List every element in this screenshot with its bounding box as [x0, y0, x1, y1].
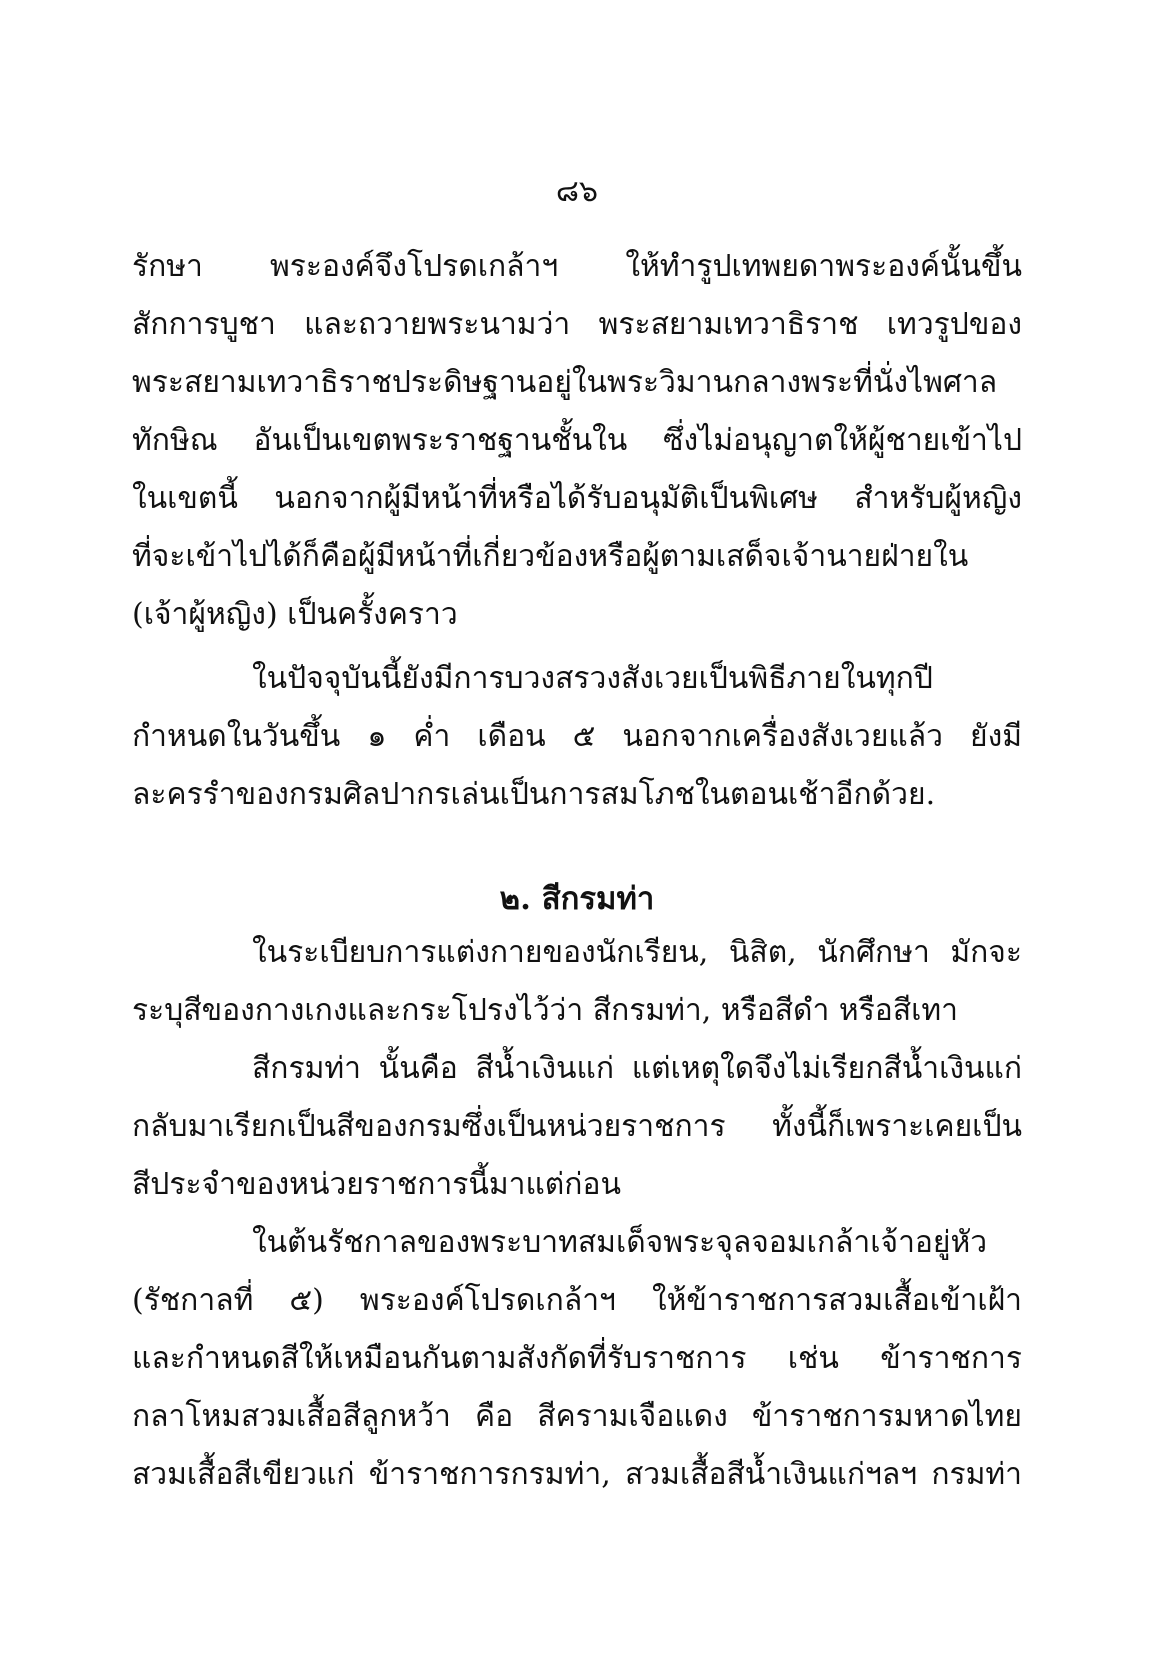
text-line: ในระเบียบการแต่งกายของนักเรียน, นิสิต, นักศึกษา มักจะ: [252, 935, 1022, 970]
text-line: รักษา พระองค์จึงโปรดเกล้าฯ ให้ทำรูปเทพยดาพระองค์นั้นขึ้น: [132, 249, 1022, 284]
paragraph-ceremony: [132, 650, 1022, 824]
text-line: และกำหนดสีให้เหมือนกันตามสังกัดที่รับราชการ เช่น ข้าราชการ: [132, 1341, 1022, 1376]
text-line: สักการบูชา และถวายพระนามว่า พระสยามเทวาธิราช เทวรูปของ: [132, 307, 1022, 342]
text-line: (เจ้าผู้หญิง) เป็นครั้งคราว: [132, 597, 458, 632]
text-line: กำหนดในวันขึ้น ๑ ค่ำ เดือน ๕ นอกจากเครื่องสังเวยแล้ว ยังมี: [132, 719, 1022, 754]
text-line: (รัชกาลที่ ๕) พระองค์โปรดเกล้าฯ ให้ข้าราชการสวมเสื้อเข้าเฝ้า: [132, 1283, 1022, 1318]
text-line: สีประจำของหน่วยราชการนี้มาแต่ก่อน: [132, 1167, 621, 1202]
text-line: กลับมาเรียกเป็นสีของกรมซึ่งเป็นหน่วยราชการ ทั้งนี้ก็เพราะเคยเป็น: [132, 1109, 1022, 1144]
text-line: ทักษิณ อันเป็นเขตพระราชฐานชั้นใน ซึ่งไม่อนุญาตให้ผู้ชายเข้าไป: [132, 423, 1022, 458]
text-line: ในปัจจุบันนี้ยังมีการบวงสรวงสังเวยเป็นพิธีภายในทุกปี: [252, 661, 933, 696]
section-body: [132, 924, 1022, 1504]
text-line: ในเขตนี้ นอกจากผู้มีหน้าที่หรือได้รับอนุมัติเป็นพิเศษ สำหรับผู้หญิง: [132, 481, 1022, 516]
text-line: กลาโหมสวมเสื้อสีลูกหว้า คือ สีครามเจือแดง ข้าราชการมหาดไทย: [132, 1399, 1022, 1434]
text-line: สีกรมท่า นั้นคือ สีน้ำเงินแก่ แต่เหตุใดจึงไม่เรียกสีน้ำเงินแก่: [252, 1051, 1022, 1086]
text-line: สวมเสื้อสีเขียวแก่ ข้าราชการกรมท่า, สวมเสื้อสีน้ำเงินแก่ฯลฯ กรมท่า: [132, 1457, 1022, 1492]
text-line: พระสยามเทวาธิราชประดิษฐานอยู่ในพระวิมานกลางพระที่นั่งไพศาล: [132, 365, 998, 400]
section-heading: ๒. สีกรมท่า: [499, 881, 655, 917]
text-line: ระบุสีของกางเกงและกระโปรงไว้ว่า สีกรมท่า, หรือสีดำ หรือสีเทา: [132, 993, 959, 1028]
text-line: ในต้นรัชกาลของพระบาทสมเด็จพระจุลจอมเกล้าเจ้าอยู่หัว: [252, 1225, 988, 1260]
paragraph-continuation: [132, 238, 1022, 644]
text-line: ที่จะเข้าไปได้ก็คือผู้มีหน้าที่เกี่ยวข้องหรือผู้ตามเสด็จเจ้านายฝ่ายใน: [132, 539, 969, 574]
text-line: ละครรำของกรมศิลปากรเล่นเป็นการสมโภชในตอนเช้าอีกด้วย.: [132, 777, 936, 812]
page-number: ๘๖: [555, 174, 599, 209]
